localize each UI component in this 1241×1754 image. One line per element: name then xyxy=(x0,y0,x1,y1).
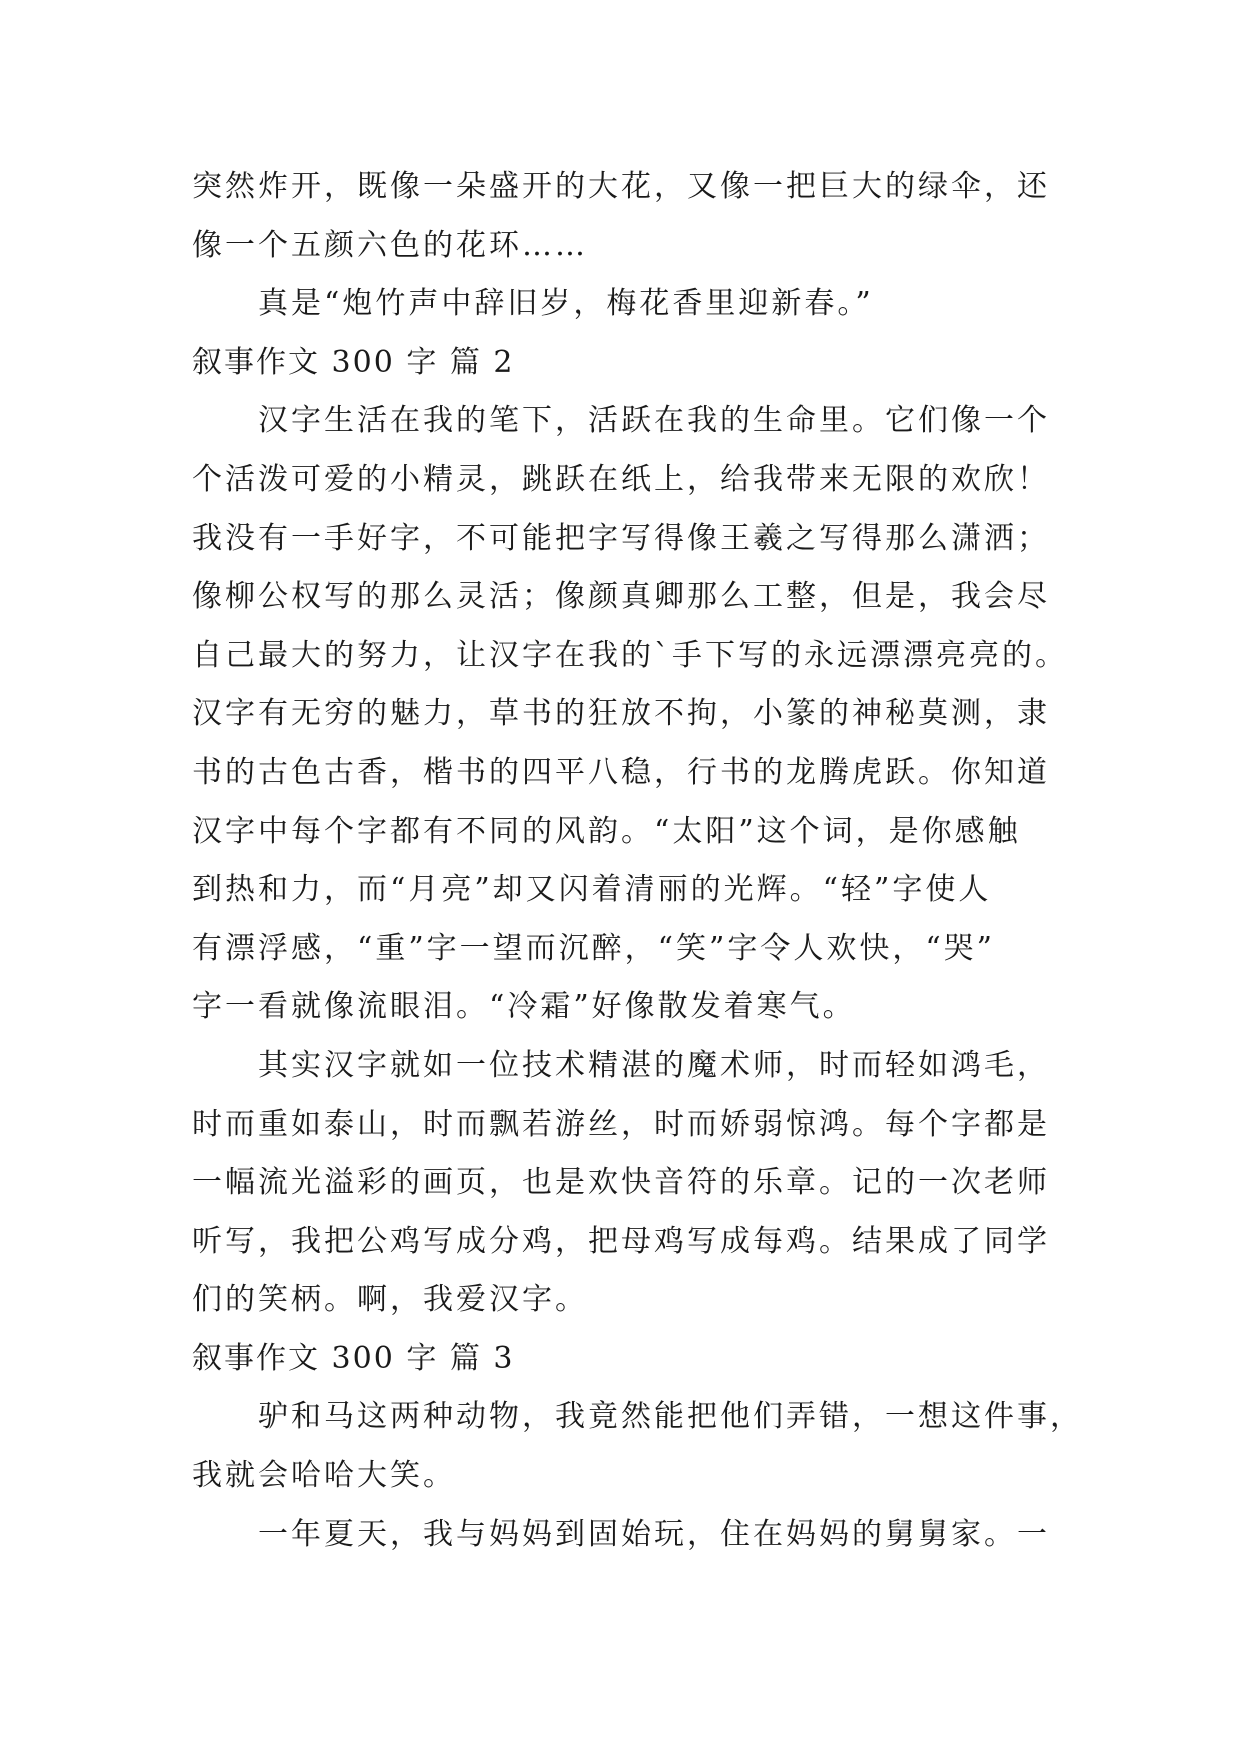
section-heading: 叙事作文 300 字 篇 3 xyxy=(192,1340,515,1376)
paragraph-line: 其实汉字就如一位技术精湛的魔术师，时而轻如鸿毛， xyxy=(258,1047,1050,1083)
paragraph-line: 们的笑柄。啊，我爱汉字。 xyxy=(192,1282,588,1318)
section-heading: 叙事作文 300 字 篇 2 xyxy=(192,344,515,380)
paragraph-line: 自己最大的努力，让汉字在我的`手下写的永远漂漂亮亮的。 xyxy=(192,637,1068,673)
paragraph-line: 一幅流光溢彩的画页，也是欢快音符的乐章。记的一次老师 xyxy=(192,1165,1050,1201)
paragraph-line: 真是“炮竹声中辞旧岁，梅花香里迎新春。” xyxy=(258,286,874,322)
document-body xyxy=(192,158,1083,1564)
paragraph-line: 字一看就像流眼泪。“冷霜”好像散发着寒气。 xyxy=(192,989,856,1025)
paragraph-line: 像柳公权写的那么灵活；像颜真卿那么工整，但是，我会尽 xyxy=(192,579,1050,615)
paragraph-line: 汉字中每个字都有不同的风韵。“太阳”这个词，是你感触 xyxy=(192,813,1021,849)
paragraph-line: 时而重如泰山，时而飘若游丝，时而娇弱惊鸿。每个字都是 xyxy=(192,1106,1050,1142)
paragraph-line: 一年夏天，我与妈妈到固始玩，住在妈妈的舅舅家。一 xyxy=(258,1516,1050,1552)
paragraph-line: 个活泼可爱的小精灵，跳跃在纸上，给我带来无限的欢欣！ xyxy=(192,461,1050,497)
paragraph-line: 有漂浮感，“重”字一望而沉醉，“笑”字令人欢快，“哭” xyxy=(192,930,996,966)
paragraph-line: 驴和马这两种动物，我竟然能把他们弄错，一想这件事， xyxy=(258,1399,1083,1435)
paragraph-line: 听写，我把公鸡写成分鸡，把母鸡写成每鸡。结果成了同学 xyxy=(192,1223,1050,1259)
paragraph-line: 突然炸开，既像一朵盛开的大花，又像一把巨大的绿伞，还 xyxy=(192,169,1050,204)
paragraph-line: 汉字有无穷的魅力，草书的狂放不拘，小篆的神秘莫测，隶 xyxy=(192,696,1050,732)
paragraph-line: 像一个五颜六色的花环…… xyxy=(192,227,588,263)
paragraph-line: 书的古色古香，楷书的四平八稳，行书的龙腾虎跃。你知道 xyxy=(192,754,1050,790)
paragraph-line: 到热和力，而“月亮”却又闪着清丽的光辉。“轻”字使人 xyxy=(192,872,992,908)
paragraph-line: 我就会哈哈大笑。 xyxy=(192,1458,456,1494)
paragraph-line: 汉字生活在我的笔下，活跃在我的生命里。它们像一个 xyxy=(258,403,1050,439)
paragraph-line: 我没有一手好字，不可能把字写得像王羲之写得那么潇洒； xyxy=(192,520,1050,556)
